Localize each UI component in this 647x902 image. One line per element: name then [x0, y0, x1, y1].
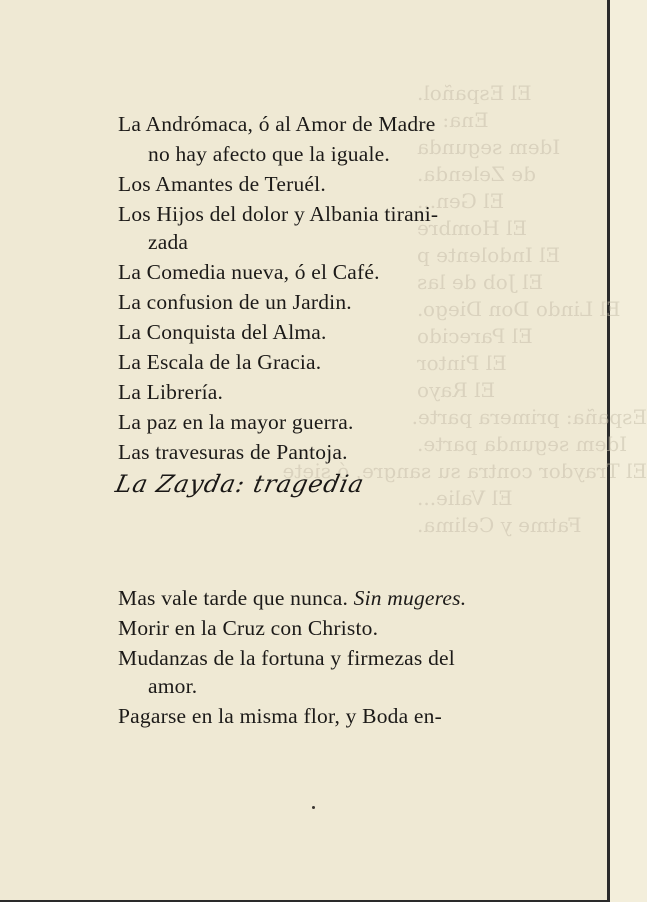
title-entry: La Andrómaca, ó al Amor de Madre	[118, 112, 436, 136]
title-entry: Los Amantes de Teruél.	[118, 172, 326, 196]
title-entry: Los Hijos del dolor y Albania tirani-	[118, 202, 439, 226]
bleed-line: El Hombre	[417, 216, 527, 240]
title-entry: La paz en la mayor guerra.	[118, 410, 354, 434]
bleed-line: Idem segunda	[417, 135, 561, 159]
title-text: Mas vale tarde que nunca.	[118, 586, 349, 610]
bleed-line: El Valie...	[417, 486, 513, 510]
title-entry: La Escala de la Gracia.	[118, 350, 322, 374]
title-entry: La confusion de un Jardin.	[118, 290, 352, 314]
title-entry-continuation: zada	[148, 230, 189, 254]
title-entry	[118, 586, 466, 611]
title-note-italic: Sin mugeres.	[353, 586, 467, 610]
ink-speck	[312, 806, 315, 809]
bleed-line: El Gen...	[417, 189, 505, 213]
bleed-line: de Zelenda.	[417, 162, 536, 186]
title-entry: Pagarse en la misma flor, y Boda en-	[118, 704, 442, 728]
title-entry-continuation: amor.	[148, 674, 198, 698]
bleed-line: El Español.	[417, 81, 532, 105]
title-entry: Mudanzas de la fortuna y firmezas del	[118, 646, 455, 670]
bleed-line: El Rayo	[417, 378, 496, 402]
bleed-line: El Traydor contra su sangre, ó siete	[282, 459, 647, 483]
bleed-line: El Indolente p	[417, 243, 561, 267]
title-entry-continuation: no hay afecto que la iguale.	[148, 142, 390, 166]
bleed-line: El Lindo Don Diego.	[417, 297, 621, 321]
title-entry: La Librería.	[118, 380, 224, 404]
bleed-line: España: primera parte.	[411, 405, 647, 429]
title-entry: La Comedia nueva, ó el Café.	[118, 260, 380, 284]
title-entry: La Conquista del Alma.	[118, 320, 327, 344]
bleed-line: Idem segunda parte.	[417, 432, 628, 456]
handwritten-annotation: La Zayda: tragedia	[113, 470, 368, 498]
bleed-line: Ena: ...	[417, 108, 489, 132]
title-entry: Morir en la Cruz con Christo.	[118, 616, 379, 640]
title-entry: Las travesuras de Pantoja.	[118, 440, 348, 464]
bleed-through-text	[282, 80, 647, 539]
bleed-line: El Pintor	[417, 351, 507, 375]
bleed-line: Fatme y Celima.	[417, 513, 582, 537]
bleed-line: El Job de las	[417, 270, 544, 294]
bleed-line: El Parecido	[417, 324, 533, 348]
